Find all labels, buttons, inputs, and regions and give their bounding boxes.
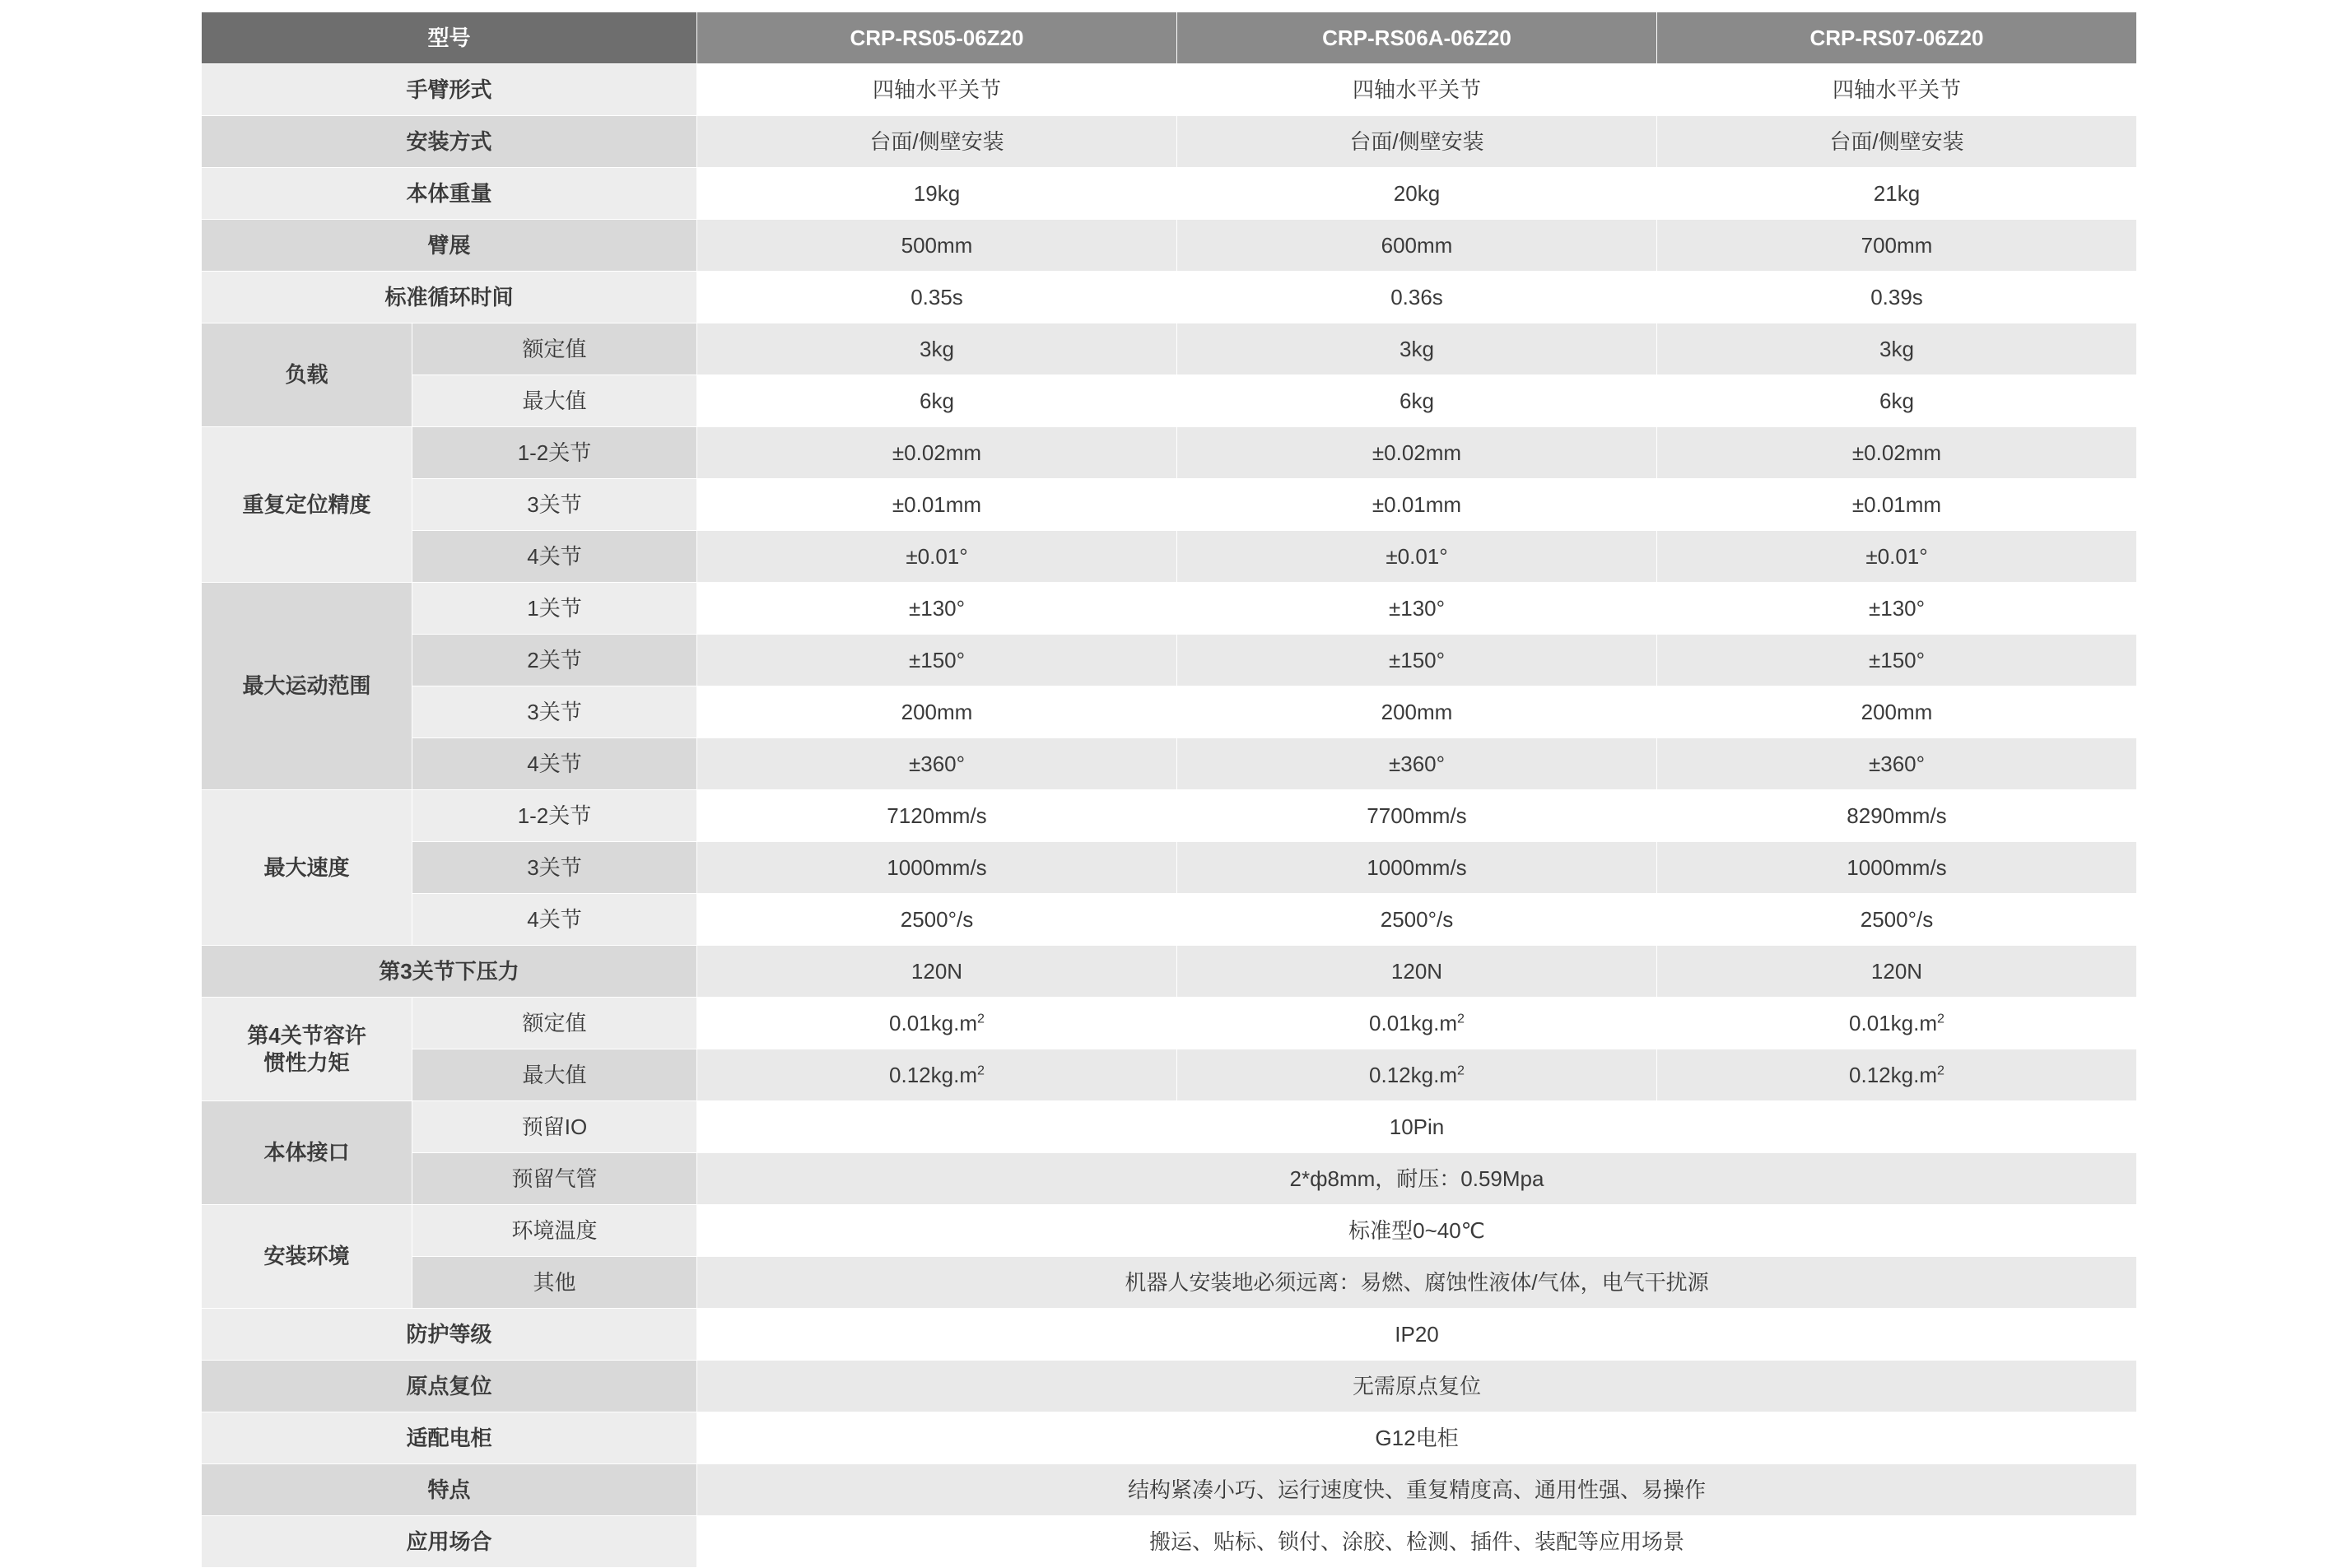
- row-label-reach: 臂展: [201, 220, 696, 272]
- table-row: [201, 479, 2136, 531]
- group-label-motion-range: 最大运动范围: [201, 583, 412, 790]
- cell-payload-rated-1: 3kg: [697, 323, 1177, 375]
- row-label-arm-type: 手臂形式: [201, 64, 696, 116]
- cell-range-j4-3: ±360°: [1657, 738, 2137, 790]
- table-row: [201, 64, 2136, 116]
- robot-spec-table: [201, 12, 2137, 1568]
- cell-repeat-j3-3: ±0.01mm: [1657, 479, 2137, 531]
- table-row: [201, 790, 2136, 842]
- cell-arm-type-3: 四轴水平关节: [1657, 64, 2137, 116]
- cell-repeat-j12-1: ±0.02mm: [697, 427, 1177, 479]
- cell-inertia-max-1: [697, 1049, 1177, 1101]
- cell-mounting-2: 台面/侧壁安装: [1177, 116, 1657, 168]
- cell-mounting-3: 台面/侧壁安装: [1657, 116, 2137, 168]
- cell-repeat-j4-2: ±0.01°: [1177, 531, 1657, 583]
- table-row: [201, 946, 2136, 998]
- row-label-mounting: 安装方式: [201, 116, 696, 168]
- cell-downforce-1: 120N: [697, 946, 1177, 998]
- cell-range-j1-2: ±130°: [1177, 583, 1657, 635]
- sub-label-repeat-j12: 1-2关节: [412, 427, 696, 479]
- inertia-rated-1-text: 0.01kg.m: [889, 1010, 977, 1035]
- inertia-rated-3-sup: 2: [1936, 1011, 1944, 1026]
- sub-label-ambient-temp: 环境温度: [412, 1205, 696, 1257]
- table-row: [201, 894, 2136, 946]
- cell-range-j3-3: 200mm: [1657, 686, 2137, 738]
- cell-mounting-1: 台面/侧壁安装: [697, 116, 1177, 168]
- cell-inertia-rated-3: [1657, 998, 2137, 1049]
- cell-range-j1-3: ±130°: [1657, 583, 2137, 635]
- sub-label-range-j4: 4关节: [412, 738, 696, 790]
- cell-repeat-j4-1: ±0.01°: [697, 531, 1177, 583]
- table-row: [201, 635, 2136, 686]
- cell-reserved-io: 10Pin: [697, 1101, 2137, 1153]
- table-row: [201, 1412, 2136, 1464]
- header-model-2: CRP-RS06A-06Z20: [1177, 12, 1657, 64]
- sub-label-reserved-io: 预留IO: [412, 1101, 696, 1153]
- cell-speed-j12-1: 7120mm/s: [697, 790, 1177, 842]
- row-label-applications: 应用场合: [201, 1516, 696, 1568]
- inertia-rated-1-sup: 2: [976, 1011, 985, 1026]
- cell-repeat-j12-3: ±0.02mm: [1657, 427, 2137, 479]
- inertia-max-3-text: 0.12kg.m: [1849, 1062, 1937, 1087]
- header-model-3: CRP-RS07-06Z20: [1657, 12, 2137, 64]
- table-row: [201, 1049, 2136, 1101]
- table-row: [201, 583, 2136, 635]
- table-row: [201, 1516, 2136, 1568]
- table-header-row: [201, 12, 2136, 64]
- sub-label-reserved-air: 预留气管: [412, 1153, 696, 1205]
- row-label-controller: 适配电柜: [201, 1412, 696, 1464]
- cell-payload-max-3: 6kg: [1657, 375, 2137, 427]
- sub-label-speed-j4: 4关节: [412, 894, 696, 946]
- row-label-downforce: 第3关节下压力: [201, 946, 696, 998]
- group-label-install-env: 安装环境: [201, 1205, 412, 1309]
- cell-range-j2-1: ±150°: [697, 635, 1177, 686]
- sub-label-repeat-j3: 3关节: [412, 479, 696, 531]
- cell-cycle-time-1: 0.35s: [697, 272, 1177, 323]
- group-label-interface: 本体接口: [201, 1101, 412, 1205]
- table-row: [201, 531, 2136, 583]
- inertia-line1: 第4关节容许: [247, 1023, 366, 1048]
- cell-speed-j4-1: 2500°/s: [697, 894, 1177, 946]
- table-row: [201, 1464, 2136, 1516]
- cell-range-j3-2: 200mm: [1177, 686, 1657, 738]
- cell-reserved-air: 2*ф8mm，耐压：0.59Mpa: [697, 1153, 2137, 1205]
- inertia-line2: 惯性力矩: [263, 1049, 350, 1075]
- group-label-inertia: [201, 998, 412, 1101]
- cell-ambient-temp: 标准型0~40℃: [697, 1205, 2137, 1257]
- cell-payload-rated-3: 3kg: [1657, 323, 2137, 375]
- cell-speed-j12-3: 8290mm/s: [1657, 790, 2137, 842]
- inertia-rated-2-sup: 2: [1456, 1011, 1465, 1026]
- row-label-protection: 防护等级: [201, 1309, 696, 1361]
- sub-label-range-j1: 1关节: [412, 583, 696, 635]
- cell-arm-type-2: 四轴水平关节: [1177, 64, 1657, 116]
- cell-range-j1-1: ±130°: [697, 583, 1177, 635]
- inertia-max-2-text: 0.12kg.m: [1369, 1062, 1457, 1087]
- sub-label-inertia-rated: 额定值: [412, 998, 696, 1049]
- inertia-rated-3-text: 0.01kg.m: [1849, 1010, 1937, 1035]
- sub-label-inertia-max: 最大值: [412, 1049, 696, 1101]
- table-row: [201, 220, 2136, 272]
- sub-label-range-j3: 3关节: [412, 686, 696, 738]
- cell-repeat-j3-2: ±0.01mm: [1177, 479, 1657, 531]
- table-row: [201, 686, 2136, 738]
- cell-speed-j12-2: 7700mm/s: [1177, 790, 1657, 842]
- cell-arm-type-1: 四轴水平关节: [697, 64, 1177, 116]
- header-model-1: CRP-RS05-06Z20: [697, 12, 1177, 64]
- table-row: [201, 323, 2136, 375]
- row-label-homing: 原点复位: [201, 1361, 696, 1412]
- inertia-max-3-sup: 2: [1936, 1063, 1944, 1078]
- table-row: [201, 375, 2136, 427]
- cell-weight-2: 20kg: [1177, 168, 1657, 220]
- cell-payload-rated-2: 3kg: [1177, 323, 1657, 375]
- sub-label-speed-j12: 1-2关节: [412, 790, 696, 842]
- cell-protection: IP20: [697, 1309, 2137, 1361]
- inertia-max-1-sup: 2: [976, 1063, 985, 1078]
- cell-features: 结构紧凑小巧、运行速度快、重复精度高、通用性强、易操作: [697, 1464, 2137, 1516]
- cell-weight-1: 19kg: [697, 168, 1177, 220]
- table-row: [201, 1361, 2136, 1412]
- cell-speed-j3-3: 1000mm/s: [1657, 842, 2137, 894]
- sub-label-repeat-j4: 4关节: [412, 531, 696, 583]
- group-label-max-speed: 最大速度: [201, 790, 412, 946]
- row-label-cycle-time: 标准循环时间: [201, 272, 696, 323]
- table-row: [201, 427, 2136, 479]
- cell-payload-max-1: 6kg: [697, 375, 1177, 427]
- table-row: [201, 1153, 2136, 1205]
- inertia-max-2-sup: 2: [1456, 1063, 1465, 1078]
- table-row: [201, 998, 2136, 1049]
- table-row: [201, 738, 2136, 790]
- table-row: [201, 272, 2136, 323]
- inertia-rated-2-text: 0.01kg.m: [1369, 1010, 1457, 1035]
- sub-label-env-other: 其他: [412, 1257, 696, 1309]
- table-row: [201, 116, 2136, 168]
- header-label: 型号: [201, 12, 696, 64]
- cell-speed-j4-2: 2500°/s: [1177, 894, 1657, 946]
- group-label-repeatability: 重复定位精度: [201, 427, 412, 583]
- cell-downforce-3: 120N: [1657, 946, 2137, 998]
- cell-speed-j4-3: 2500°/s: [1657, 894, 2137, 946]
- cell-range-j2-3: ±150°: [1657, 635, 2137, 686]
- cell-cycle-time-2: 0.36s: [1177, 272, 1657, 323]
- sub-label-payload-max: 最大值: [412, 375, 696, 427]
- sub-label-speed-j3: 3关节: [412, 842, 696, 894]
- cell-inertia-max-2: [1177, 1049, 1657, 1101]
- table-row: [201, 1257, 2136, 1309]
- row-label-weight: 本体重量: [201, 168, 696, 220]
- cell-payload-max-2: 6kg: [1177, 375, 1657, 427]
- cell-homing: 无需原点复位: [697, 1361, 2137, 1412]
- cell-reach-1: 500mm: [697, 220, 1177, 272]
- group-label-payload: 负载: [201, 323, 412, 427]
- cell-controller: G12电柜: [697, 1412, 2137, 1464]
- cell-env-other: 机器人安装地必须远离：易燃、腐蚀性液体/气体，电气干扰源: [697, 1257, 2137, 1309]
- table-row: [201, 168, 2136, 220]
- sub-label-range-j2: 2关节: [412, 635, 696, 686]
- cell-range-j3-1: 200mm: [697, 686, 1177, 738]
- cell-range-j4-2: ±360°: [1177, 738, 1657, 790]
- cell-inertia-rated-2: [1177, 998, 1657, 1049]
- cell-repeat-j12-2: ±0.02mm: [1177, 427, 1657, 479]
- cell-weight-3: 21kg: [1657, 168, 2137, 220]
- row-label-features: 特点: [201, 1464, 696, 1516]
- cell-repeat-j3-1: ±0.01mm: [697, 479, 1177, 531]
- table-row: [201, 1205, 2136, 1257]
- cell-repeat-j4-3: ±0.01°: [1657, 531, 2137, 583]
- cell-downforce-2: 120N: [1177, 946, 1657, 998]
- cell-reach-2: 600mm: [1177, 220, 1657, 272]
- cell-inertia-rated-1: [697, 998, 1177, 1049]
- cell-range-j4-1: ±360°: [697, 738, 1177, 790]
- sub-label-payload-rated: 额定值: [412, 323, 696, 375]
- table-row: [201, 842, 2136, 894]
- table-row: [201, 1101, 2136, 1153]
- cell-applications: 搬运、贴标、锁付、涂胶、检测、插件、装配等应用场景: [697, 1516, 2137, 1568]
- cell-cycle-time-3: 0.39s: [1657, 272, 2137, 323]
- inertia-max-1-text: 0.12kg.m: [889, 1062, 977, 1087]
- cell-range-j2-2: ±150°: [1177, 635, 1657, 686]
- table-row: [201, 1309, 2136, 1361]
- cell-inertia-max-3: [1657, 1049, 2137, 1101]
- cell-speed-j3-1: 1000mm/s: [697, 842, 1177, 894]
- cell-speed-j3-2: 1000mm/s: [1177, 842, 1657, 894]
- cell-reach-3: 700mm: [1657, 220, 2137, 272]
